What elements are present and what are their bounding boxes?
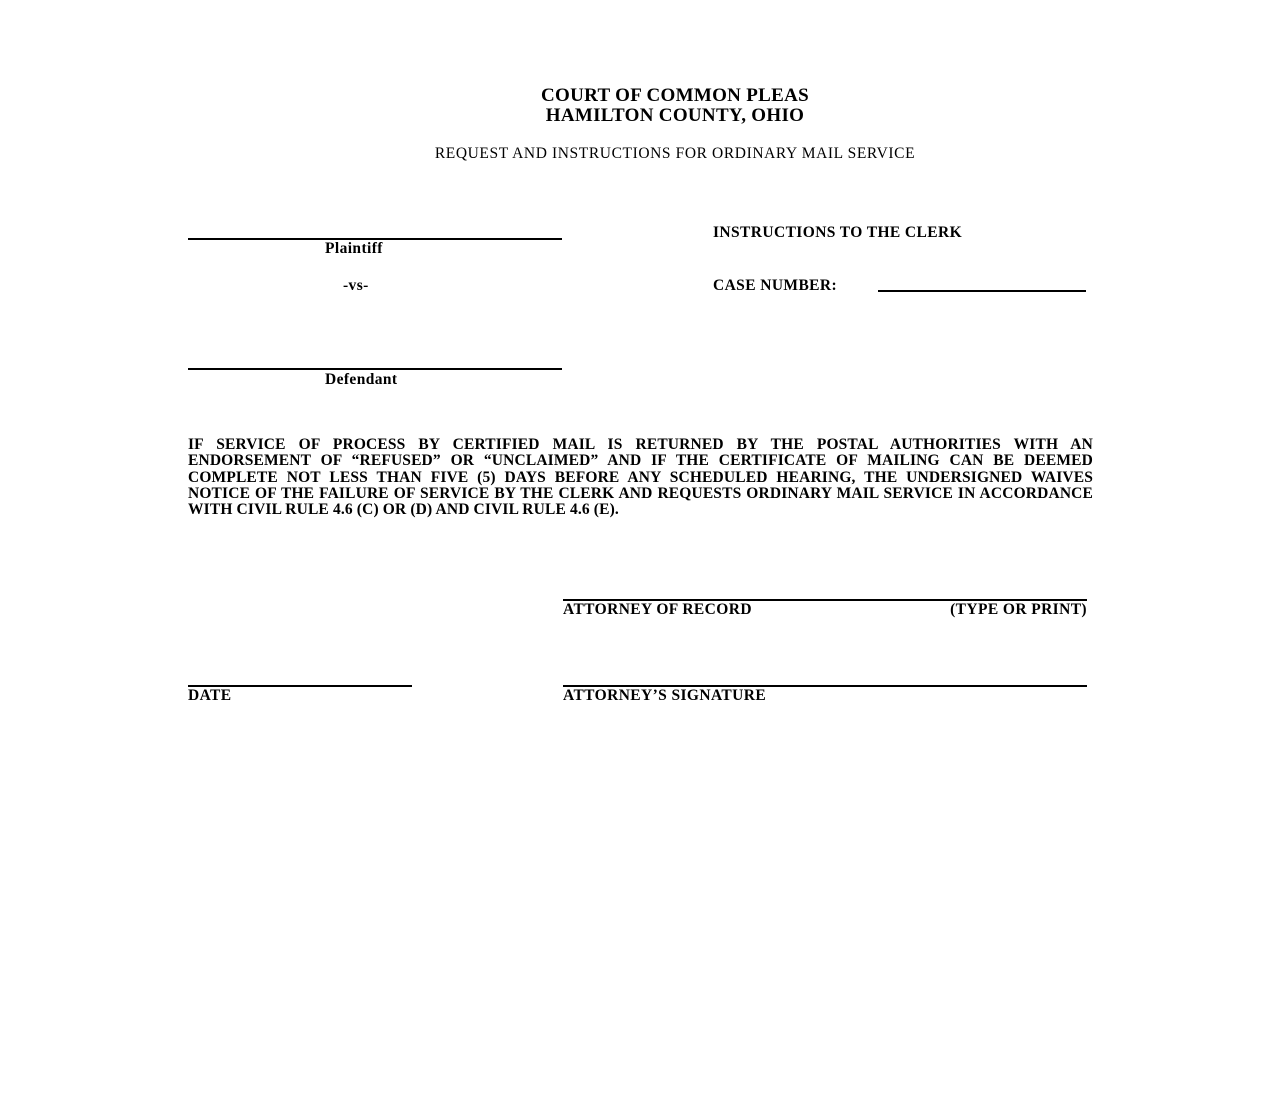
case-number-label: CASE NUMBER: (713, 277, 838, 294)
waiver-paragraph: IF SERVICE OF PROCESS BY CERTIFIED MAIL IS RETURNED BY THE POSTAL AUTHORITIES WITH AN ENDORSEMENT OF “REFUSED” OR “UNCLAIMED” AND IF THE CERTIFICATE OF MAILING CAN BE DEEMED COMPLETE NOT LESS THAN FIVE (5) DAYS BEFORE ANY SCHEDULED HEARING, THE UNDERSIGNED WAIVES NOTICE OF THE FAILURE OF SERVICE BY THE CLERK AND REQUESTS ORDINARY MAIL SERVICE IN ACCORDANCE WITH CIVIL RULE 4.6 (C) OR (D) AND CIVIL RULE 4.6 (E). (188, 436, 1093, 519)
court-title: COURT OF COMMON PLEAS (541, 85, 809, 106)
attorney-signature-field[interactable] (563, 664, 1087, 684)
plaintiff-field[interactable] (188, 218, 562, 238)
defendant-field[interactable] (188, 348, 562, 368)
attorney-of-record-label: ATTORNEY OF RECORD (563, 601, 752, 618)
date-label: DATE (188, 687, 232, 704)
attorney-of-record-field[interactable] (563, 578, 1087, 598)
type-or-print-label: (TYPE OR PRINT) (950, 601, 1087, 618)
plaintiff-label: Plaintiff (325, 240, 383, 257)
case-number-field[interactable] (878, 271, 1086, 291)
defendant-line (188, 368, 562, 370)
date-field[interactable] (188, 664, 412, 684)
versus-label: -vs- (343, 277, 369, 294)
attorney-signature-label: ATTORNEY’S SIGNATURE (563, 687, 767, 704)
instructions-heading: INSTRUCTIONS TO THE CLERK (713, 224, 963, 241)
defendant-label: Defendant (325, 371, 398, 388)
case-number-line (878, 290, 1086, 292)
form-title: REQUEST AND INSTRUCTIONS FOR ORDINARY MAIL SERVICE (434, 145, 916, 162)
county-title: HAMILTON COUNTY, OHIO (545, 105, 805, 126)
